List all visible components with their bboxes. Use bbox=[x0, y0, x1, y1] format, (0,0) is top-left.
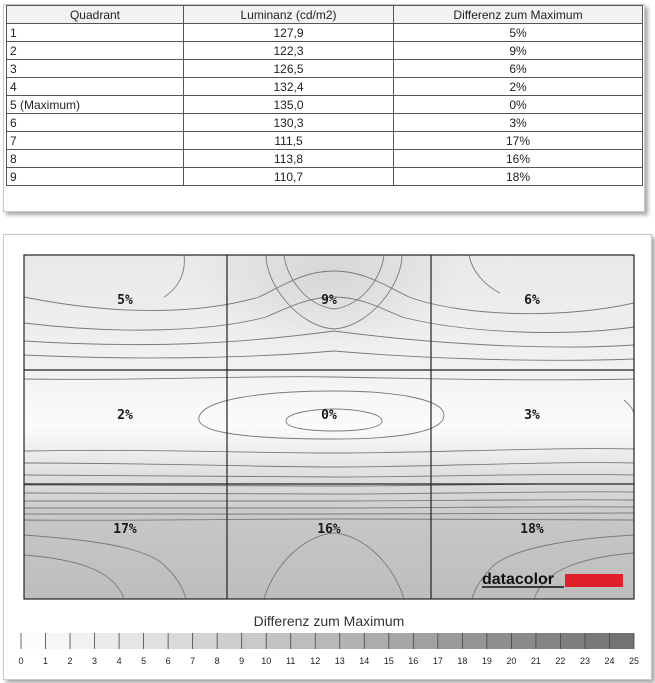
scale-segment bbox=[266, 633, 291, 649]
cell-difference: 16% bbox=[394, 150, 643, 168]
scale-tick-labels bbox=[18, 656, 639, 666]
cell-difference: 2% bbox=[394, 78, 643, 96]
scale-tick-label: 18 bbox=[457, 656, 468, 666]
quadrant-label-9: 18% bbox=[520, 522, 544, 537]
scale-segment bbox=[70, 633, 95, 649]
scale-tick-label: 21 bbox=[530, 656, 541, 666]
scale-tick-label: 14 bbox=[359, 656, 370, 666]
table-row bbox=[7, 42, 643, 60]
table-row bbox=[7, 78, 643, 96]
scale-segment bbox=[438, 633, 463, 649]
header-difference: Differenz zum Maximum bbox=[394, 6, 643, 24]
scale-segment bbox=[193, 633, 218, 649]
scale-tick-label: 23 bbox=[579, 656, 590, 666]
brand-text: datacolor bbox=[482, 571, 555, 588]
table-row bbox=[7, 132, 643, 150]
scale-segment bbox=[242, 633, 267, 649]
quadrant-label-4: 2% bbox=[117, 408, 133, 423]
scale-segment bbox=[413, 633, 438, 649]
quadrant-label-5: 0% bbox=[321, 408, 337, 423]
scale-tick-label: 25 bbox=[628, 656, 640, 666]
scale-segment bbox=[364, 633, 389, 649]
cell-luminance: 110,7 bbox=[184, 168, 394, 186]
scale-segment bbox=[609, 633, 634, 649]
scale-segment bbox=[168, 633, 193, 649]
cell-luminance: 122,3 bbox=[184, 42, 394, 60]
cell-luminance: 135,0 bbox=[184, 96, 394, 114]
scale-segment bbox=[340, 633, 365, 649]
table-row bbox=[7, 114, 643, 132]
luminance-table bbox=[6, 5, 643, 186]
scale-tick-label: 19 bbox=[481, 656, 492, 666]
cell-quadrant: 3 bbox=[7, 60, 184, 78]
quadrant-label-2: 9% bbox=[321, 293, 337, 308]
scale-segment bbox=[315, 633, 340, 649]
cell-luminance: 126,5 bbox=[184, 60, 394, 78]
scale-segment bbox=[536, 633, 561, 649]
scale-tick-label: 16 bbox=[408, 656, 419, 666]
quadrant-label-6: 3% bbox=[524, 408, 540, 423]
scale-bar bbox=[21, 633, 634, 649]
scale-tick-label: 2 bbox=[67, 656, 73, 666]
scale-tick-label: 0 bbox=[18, 656, 24, 666]
quadrant-label-1: 5% bbox=[117, 293, 133, 308]
cell-quadrant: 5 (Maximum) bbox=[7, 96, 184, 114]
header-quadrant: Quadrant bbox=[7, 6, 184, 24]
quadrant-label-8: 16% bbox=[317, 522, 341, 537]
scale-segment bbox=[560, 633, 585, 649]
cell-luminance: 127,9 bbox=[184, 24, 394, 42]
cell-quadrant: 2 bbox=[7, 42, 184, 60]
cell-luminance: 111,5 bbox=[184, 132, 394, 150]
scale-tick-label: 24 bbox=[604, 656, 615, 666]
table-row bbox=[7, 150, 643, 168]
cell-quadrant: 9 bbox=[7, 168, 184, 186]
scale-tick-label: 9 bbox=[239, 656, 245, 666]
scale-segment bbox=[389, 633, 414, 649]
cell-luminance: 113,8 bbox=[184, 150, 394, 168]
scale-tick-label: 1 bbox=[43, 656, 49, 666]
table-row bbox=[7, 96, 643, 114]
scale-tick-label: 20 bbox=[506, 656, 517, 666]
scale-segment bbox=[46, 633, 71, 649]
cell-difference: 17% bbox=[394, 132, 643, 150]
cell-difference: 9% bbox=[394, 42, 643, 60]
quadrant-label-3: 6% bbox=[524, 293, 540, 308]
quadrant-label-7: 17% bbox=[113, 522, 137, 537]
cell-quadrant: 8 bbox=[7, 150, 184, 168]
scale-tick-label: 4 bbox=[116, 656, 122, 666]
scale-segment bbox=[291, 633, 316, 649]
cell-difference: 3% bbox=[394, 114, 643, 132]
scale-segment bbox=[144, 633, 169, 649]
scale-segment bbox=[95, 633, 120, 649]
table-row bbox=[7, 60, 643, 78]
cell-difference: 5% bbox=[394, 24, 643, 42]
header-luminance: Luminanz (cd/m2) bbox=[184, 6, 394, 24]
scale-tick-label: 17 bbox=[432, 656, 443, 666]
cell-difference: 0% bbox=[394, 96, 643, 114]
cell-quadrant: 6 bbox=[7, 114, 184, 132]
scale-tick-label: 12 bbox=[310, 656, 321, 666]
scale-tick-label: 13 bbox=[334, 656, 345, 666]
scale-tick-label: 8 bbox=[214, 656, 220, 666]
scale-title: Differenz zum Maximum bbox=[253, 613, 405, 629]
cell-luminance: 132,4 bbox=[184, 78, 394, 96]
uniformity-chart-card bbox=[3, 234, 652, 680]
scale-tick-label: 15 bbox=[383, 656, 394, 666]
cell-quadrant: 1 bbox=[7, 24, 184, 42]
uniformity-heatmap bbox=[4, 235, 651, 679]
cell-difference: 18% bbox=[394, 168, 643, 186]
scale-segment bbox=[21, 633, 46, 649]
scale-tick-label: 22 bbox=[555, 656, 566, 666]
table-header-row bbox=[7, 6, 643, 24]
cell-quadrant: 4 bbox=[7, 78, 184, 96]
table-row bbox=[7, 168, 643, 186]
scale-segment bbox=[217, 633, 242, 649]
cell-quadrant: 7 bbox=[7, 132, 184, 150]
cell-luminance: 130,3 bbox=[184, 114, 394, 132]
scale-tick-label: 5 bbox=[141, 656, 147, 666]
scale-tick-label: 11 bbox=[286, 656, 296, 666]
scale-tick-label: 3 bbox=[92, 656, 98, 666]
plot-area bbox=[24, 255, 634, 599]
luminance-table-card bbox=[3, 4, 645, 212]
scale-tick-label: 7 bbox=[190, 656, 196, 666]
scale-tick-label: 10 bbox=[261, 656, 272, 666]
scale-segment bbox=[119, 633, 144, 649]
scale-segment bbox=[487, 633, 512, 649]
scale-segment bbox=[462, 633, 487, 649]
cell-difference: 6% bbox=[394, 60, 643, 78]
scale-tick-label: 6 bbox=[165, 656, 171, 666]
brand-red-bar bbox=[565, 574, 623, 587]
scale-segment bbox=[511, 633, 536, 649]
table-row bbox=[7, 24, 643, 42]
scale-segment bbox=[585, 633, 610, 649]
